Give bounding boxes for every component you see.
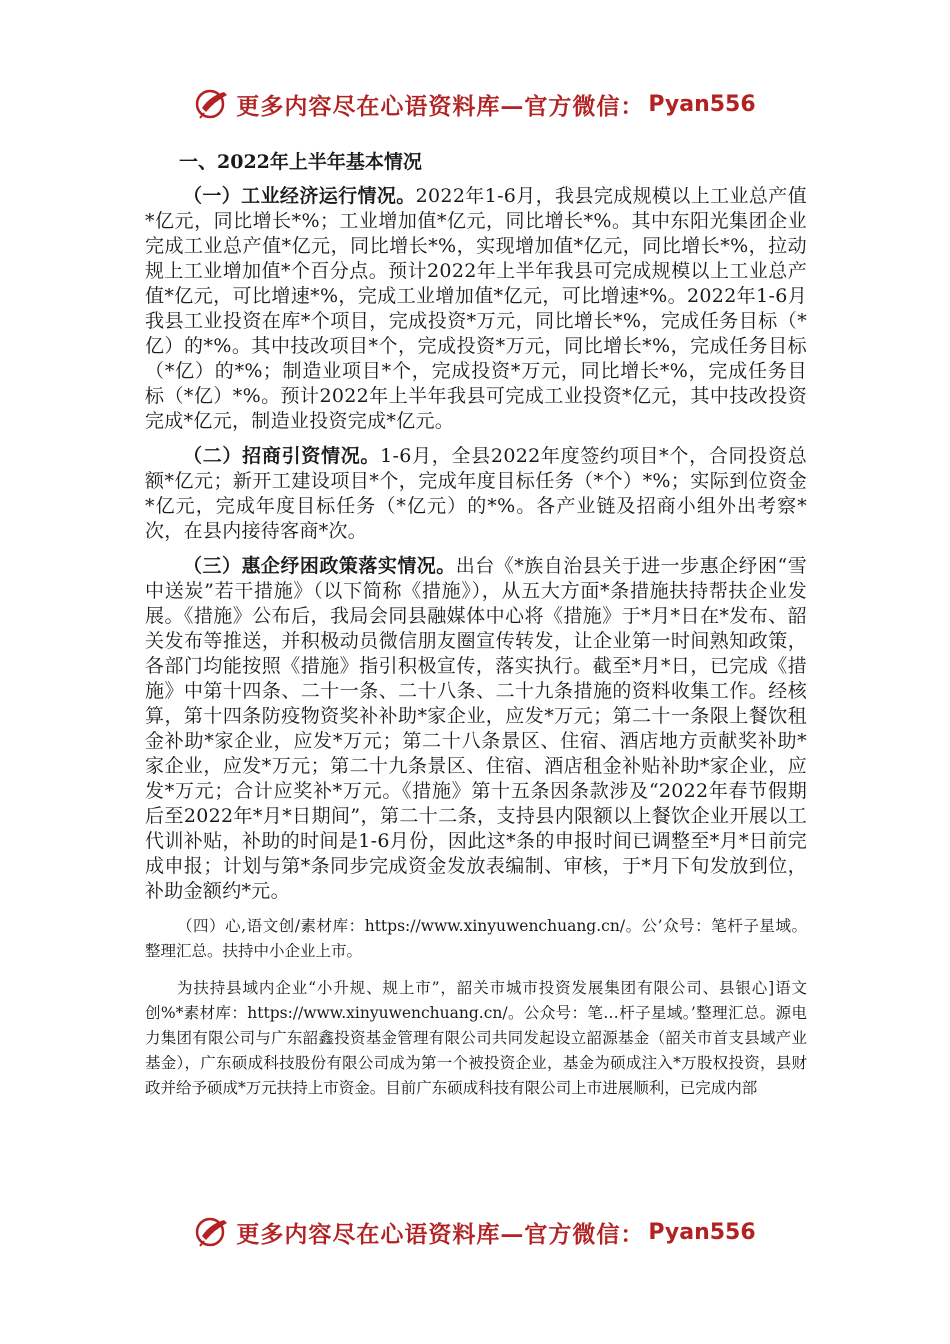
- paragraph-body: 2022年1-6月，我县完成规模以上工业总产值*亿元，同比增长*%；工业增加值*亿元，同比增长*%。其中东阳光集团企业完成工业总产值*亿元，同比增长*%，实现增加值*亿元，同比增长*%，拉动规上工业增加值*个百分点。预计2022年上半年我县可完成规模以上工业总产值*亿元，可比增速*%，完成工业增加值*亿元，可比增速*%。2022年1-6月我县工业投资在库*个项目，完成投资*万元，同比增长*%，完成任务目标（*亿）的*%。其中技改项目*个，完成投资*万元，同比增长*%，完成任务目标（*亿）的*%；制造业项目*个，完成投资*万元，同比增长*%，完成任务目标（*亿）*%。预计2022年上半年我县可完成工业投资*亿元，其中技改投资完成*亿元，制造业投资完成*亿元。: [145, 185, 807, 432]
- paragraph-industry: [145, 184, 807, 434]
- note-paragraph-1: （四）心,语文创/素材库：https://www.xinyuwenchuang.cn/。公’众号：笔杆子星域。整理汇总。扶持中小企业上市。: [145, 917, 807, 960]
- banner-account: Pyan556: [648, 91, 756, 117]
- paragraph-lead: （二）招商引资情况。: [183, 445, 381, 467]
- pen-logo-icon: [194, 1214, 230, 1250]
- document-body: [145, 140, 807, 1113]
- paragraph-policy: [145, 554, 807, 904]
- note-paragraph-2: 为扶持县域内企业“小升规、规上市”，韶关市城市投资发展集团有限公司、县银心]语文创%*素材库：https://www.xinyuwenchuang.cn/。公众号：笔…杆子星域。’整理汇总。源电力集团有限公司与广东韶鑫投资基金管理有限公司共同发起设立韶源基金（韶关市首支县域产业基金），广东硕成科技股份有限公司成为第一个被投资企业，基金为硕成注入*万股权投资，县财政并给予硕成*万元扶持上市资金。目前广东硕成科技有限公司上市进展顺利，已完成内部: [145, 979, 807, 1097]
- paragraph-lead: （三）惠企纾困政策落实情况。: [183, 555, 456, 577]
- paragraph-body: 1-6月，全县2022年度签约项目*个，合同投资总额*亿元；新开工建设项目*个，完成年度目标任务（*个）*%；实际到位资金*亿元，完成年度目标任务（*亿元）的*%。各产业链及招商小组外出考察*次，在县内接待客商*次。: [145, 445, 807, 542]
- paragraph-investment: [145, 444, 807, 544]
- pen-logo-icon: [194, 86, 230, 122]
- banner-text: 更多内容尽在心语资料库—官方微信：: [236, 92, 645, 120]
- header-banner: [0, 82, 950, 126]
- paragraph-body: 出台《*族自治县关于进一步惠企纾困“雪中送炭”若干措施》（以下简称《措施》），从五大方面*条措施扶持帮扶企业发展。《措施》公布后，我局会同县融媒体中心将《措施》于*月*日在*发布、韶关发布等推送，并积极动员微信朋友圈宣传转发，让企业第一时间熟知政策，各部门均能按照《措施》指引积极宣传，落实执行。截至*月*日，已完成《措施》中第十四条、二十一条、二十八条、二十九条措施的资料收集工作。经核算，第十四条防疫物资奖补补助*家企业，应发*万元；第二十一条限上餐饮租金补助*家企业，应发*万元；第二十八条景区、住宿、酒店地方贡献奖补助*家企业，应发*万元；第二十九条景区、住宿、酒店租金补贴补助*家企业，应发*万元；合计应奖补*万元。《措施》第十五条因条款涉及“2022年春节假期后至2022年*月*日期间”，第二十二条，支持县内限额以上餐饮企业开展以工代训补贴，补助的时间是1-6月份，因此这*条的申报时间已调整至*月*日前完成申报；计划与第*条同步完成资金发放表编制、审核，于*月下旬发放到位，补助金额约*元。: [145, 555, 808, 902]
- paragraph-lead: （一）工业经济运行情况。: [183, 185, 416, 207]
- footer-banner: [0, 1210, 950, 1254]
- banner-text: 更多内容尽在心语资料库—官方微信：: [236, 1220, 645, 1248]
- banner-account: Pyan556: [648, 1219, 756, 1245]
- section-heading: 一、2022年上半年基本情况: [179, 151, 422, 173]
